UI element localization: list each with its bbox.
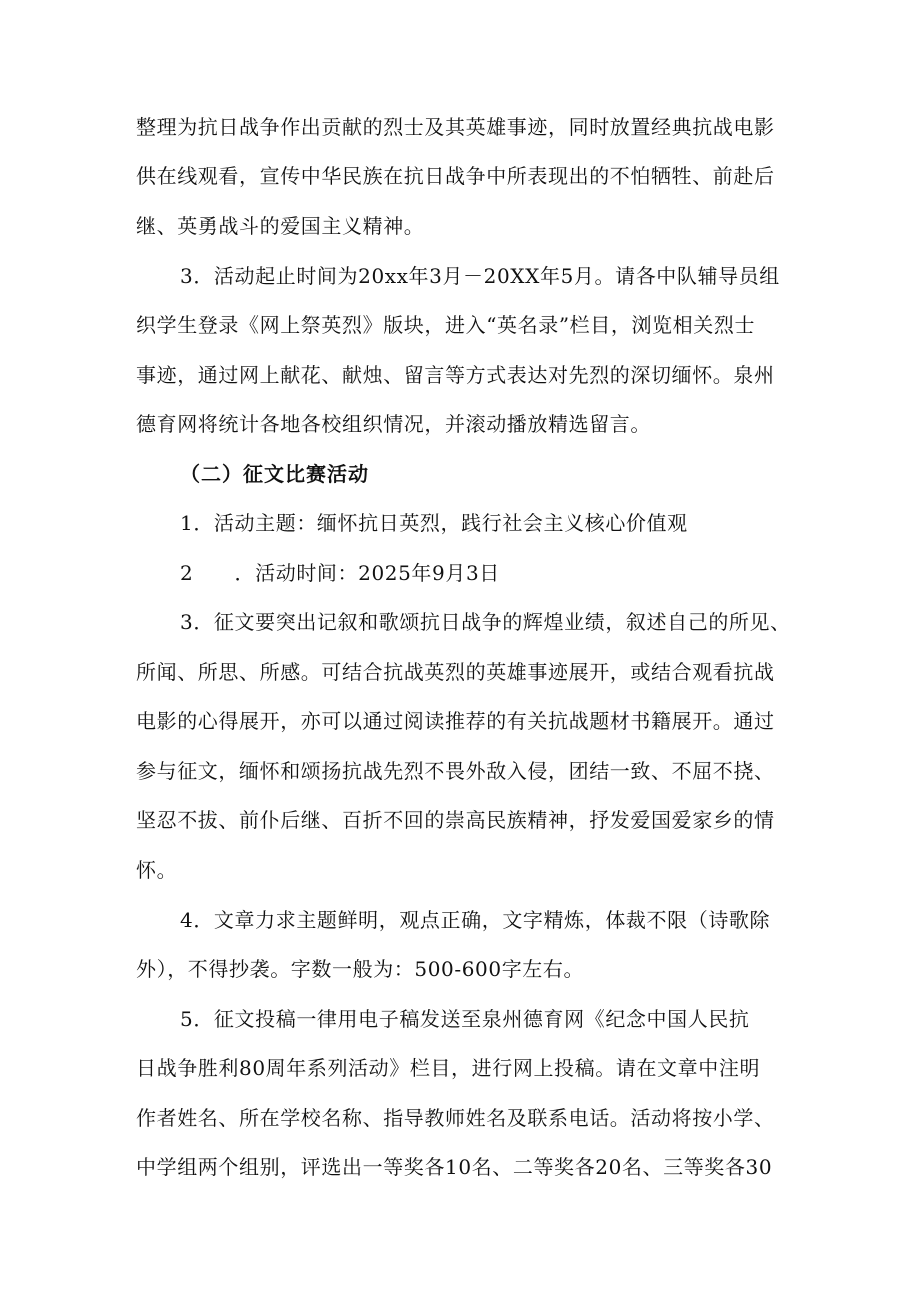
paragraph-line: 3．征文要突出记叙和歌颂抗日战争的辉煌业绩，叙述自己的所见、 — [180, 610, 791, 634]
paragraph-line: 电影的心得展开，亦可以通过阅读推荐的有关抗战题材书籍展开。通过 — [136, 709, 775, 733]
paragraph-line: 外），不得抄袭。字数一般为：500-600字左右。 — [136, 957, 585, 981]
paragraph-line: 参与征文，缅怀和颂扬抗战先烈不畏外敌入侵，团结一致、不屈不挠、 — [136, 759, 775, 783]
paragraph-line: 继、英勇战斗的爱国主义精神。 — [136, 214, 425, 238]
section-heading: （二）征文比赛活动 — [180, 462, 369, 486]
paragraph-line: 1．活动主题：缅怀抗日英烈，践行社会主义核心价值观 — [180, 511, 688, 535]
paragraph-line: 5．征文投稿一律用电子稿发送至泉州德育网《纪念中国人民抗 — [180, 1007, 750, 1031]
paragraph-line: 作者姓名、所在学校名称、指导教师姓名及联系电话。活动将按小学、 — [136, 1106, 775, 1130]
paragraph-line: 坚忍不拔、前仆后继、百折不回的崇高民族精神，抒发爱国爱家乡的情 — [136, 808, 775, 832]
paragraph-line: 所闻、所思、所感。可结合抗战英烈的英雄事迹展开，或结合观看抗战 — [136, 660, 775, 684]
paragraph-line: 3．活动起止时间为20xx年3月－20XX年5月。请各中队辅导员组 — [180, 264, 780, 288]
paragraph-line: 怀。 — [136, 858, 178, 882]
paragraph-line: 供在线观看，宣传中华民族在抗日战争中所表现出的不怕牺牲、前赴后 — [136, 164, 775, 188]
paragraph-line: 德育网将统计各地各校组织情况，并滚动播放精选留言。 — [136, 412, 651, 436]
paragraph-line: 4．文章力求主题鲜明，观点正确，文字精炼，体裁不限（诗歌除 — [180, 908, 771, 932]
paragraph-line: 事迹，通过网上献花、献烛、留言等方式表达对先烈的深切缅怀。泉州 — [136, 363, 775, 387]
paragraph-line: 日战争胜利80周年系列活动》栏目，进行网上投稿。请在文章中注明 — [136, 1056, 761, 1080]
paragraph-line: 2 ．活动时间：2025年9月3日 — [180, 561, 500, 585]
paragraph-line: 织学生登录《网上祭英烈》版块，进入“英名录”栏目，浏览相关烈士 — [136, 313, 756, 337]
paragraph-line: 中学组两个组别，评选出一等奖各10名、二等奖各20名、三等奖各30 — [136, 1155, 773, 1179]
paragraph-line: 整理为抗日战争作出贡献的烈士及其英雄事迹，同时放置经典抗战电影 — [136, 115, 775, 139]
